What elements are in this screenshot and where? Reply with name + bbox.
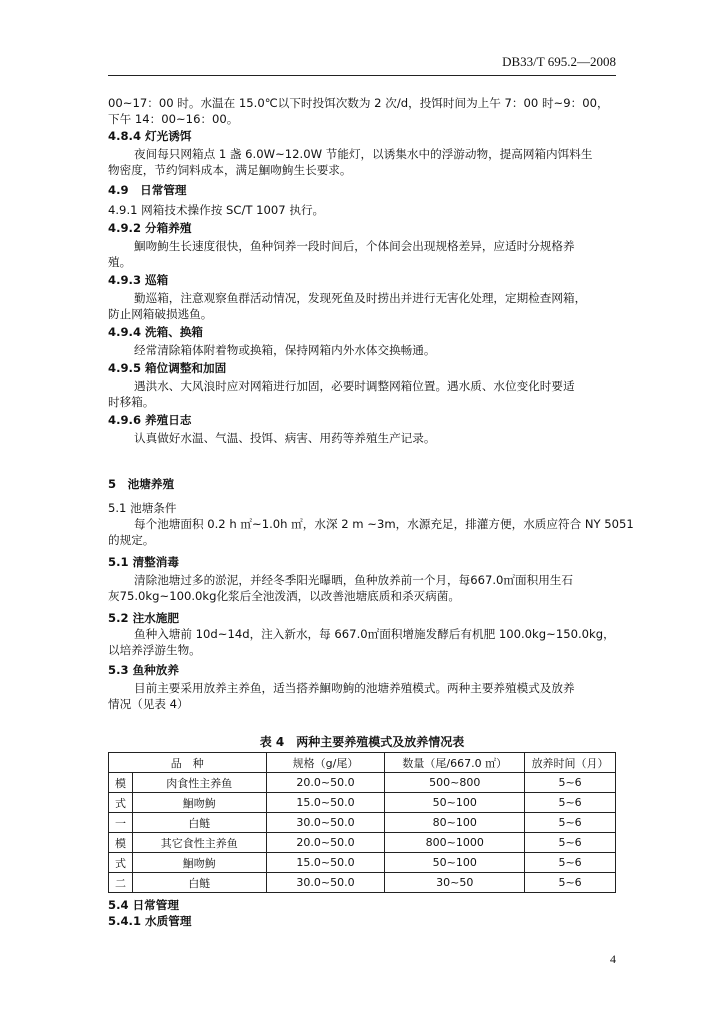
paragraph-line: 灰75.0kg~100.0kg化浆后全池泼洒，以改善池塘底质和杀灭病菌。	[108, 589, 460, 603]
section-heading: 5.1 清整消毒	[108, 555, 179, 569]
section-heading: 4.9.6 养殖日志	[108, 413, 192, 427]
header-rule	[108, 75, 616, 76]
mode-label-cell: 式	[109, 793, 133, 813]
quantity-cell: 500~800	[385, 773, 525, 793]
table-row	[109, 853, 616, 873]
paragraph-line: 目前主要采用放养主养鱼，适当搭养鮰吻鮈的池塘养殖模式。两种主要养殖模式及放养	[134, 681, 575, 695]
col-header-quantity: 数量（尾/667.0 ㎡）	[385, 753, 525, 773]
paragraph-line: 鱼种入塘前 10d~14d，注入新水，每 667.0㎡面积增施发酵后有机肥 100.0kg~150.0kg，	[134, 627, 615, 641]
size-cell: 30.0~50.0	[266, 813, 385, 833]
mode-label-cell: 一	[109, 813, 133, 833]
quantity-cell: 80~100	[385, 813, 525, 833]
paragraph-line: 夜间每只网箱点 1 盏 6.0W~12.0W 节能灯，以诱集水中的浮游动物，提高网箱内饵料生	[134, 147, 593, 161]
standard-code: DB33/T 695.2—2008	[502, 54, 616, 69]
section-heading-5-4-1: 5.4.1 水质管理	[108, 914, 192, 928]
paragraph-line: 经常清除箱体附着物或换箱，保持网箱内外水体交换畅通。	[134, 343, 436, 357]
species-cell: 肉食性主养鱼	[132, 773, 266, 793]
species-cell: 鮰吻鮈	[132, 793, 266, 813]
size-cell: 20.0~50.0	[266, 833, 385, 853]
mode-label-cell: 模	[109, 773, 133, 793]
paragraph-line: 防止网箱破损逃鱼。	[108, 307, 213, 321]
stocking-table	[108, 752, 616, 893]
table-row	[109, 793, 616, 813]
quantity-cell: 50~100	[385, 853, 525, 873]
time-cell: 5~6	[525, 773, 616, 793]
paragraph-line: 每个池塘面积 0.2 h ㎡~1.0h ㎡，水深 2 m ~3m，水源充足，排灌方便，水质应符合 NY 5051	[134, 517, 634, 531]
quantity-cell: 30~50	[385, 873, 525, 893]
section-heading: 5.3 鱼种放养	[108, 663, 179, 677]
quantity-cell: 50~100	[385, 793, 525, 813]
page-number: 4	[610, 952, 616, 966]
paragraph-line: 勤巡箱，注意观察鱼群活动情况，发现死鱼及时捞出并进行无害化处理，定期检查网箱，	[134, 291, 587, 305]
paragraph-line: 以培养浮游生物。	[108, 643, 201, 657]
table-header-row	[109, 753, 616, 773]
table-row	[109, 773, 616, 793]
section-heading: 4.9.3 巡箱	[108, 273, 169, 287]
paragraph-line: 物密度，节约饲料成本，满足鮰吻鮈生长要求。	[108, 163, 352, 177]
section-heading: 4.9.5 箱位调整和加固	[108, 361, 227, 375]
section-heading: 5 池塘养殖	[108, 477, 175, 491]
species-cell: 鮰吻鮈	[132, 853, 266, 873]
paragraph-line: 时移箱。	[108, 395, 155, 409]
paragraph-line: 5.1 池塘条件	[108, 501, 177, 515]
time-cell: 5~6	[525, 853, 616, 873]
table-row	[109, 873, 616, 893]
section-heading: 4.9.2 分箱养殖	[108, 221, 192, 235]
col-header-species: 品 种	[109, 753, 267, 773]
table-row	[109, 813, 616, 833]
col-header-time: 放养时间（月）	[525, 753, 616, 773]
paragraph-line: 的规定。	[108, 533, 155, 547]
paragraph-line: 鮰吻鮈生长速度很快，鱼种饲养一段时间后，个体间会出现规格差异，应适时分规格养	[134, 239, 575, 253]
paragraph-line: 4.9.1 网箱技术操作按 SC/T 1007 执行。	[108, 203, 325, 217]
size-cell: 15.0~50.0	[266, 853, 385, 873]
section-heading: 4.8.4 灯光诱饵	[108, 129, 192, 143]
section-heading: 4.9.4 洗箱、换箱	[108, 325, 204, 339]
section-heading: 5.2 注水施肥	[108, 611, 179, 625]
mode-label-cell: 模	[109, 833, 133, 853]
section-heading: 4.9 日常管理	[108, 183, 187, 197]
col-header-size: 规格（g/尾）	[266, 753, 385, 773]
paragraph-line: 下午 14：00~16：00。	[108, 112, 239, 126]
paragraph-line: 00~17：00 时。水温在 15.0℃以下时投饵次数为 2 次/d，投饵时间为上午 7：00 时~9：00，	[108, 96, 609, 110]
species-cell: 其它食性主养鱼	[132, 833, 266, 853]
paragraph-line: 认真做好水温、气温、投饵、病害、用药等养殖生产记录。	[134, 431, 436, 445]
size-cell: 30.0~50.0	[266, 873, 385, 893]
time-cell: 5~6	[525, 873, 616, 893]
table-caption: 表 4 两种主要养殖模式及放养情况表	[259, 735, 465, 749]
time-cell: 5~6	[525, 833, 616, 853]
time-cell: 5~6	[525, 793, 616, 813]
paragraph-line: 遇洪水、大风浪时应对网箱进行加固，必要时调整网箱位置。遇水质、水位变化时要适	[134, 379, 575, 393]
mode-label-cell: 二	[109, 873, 133, 893]
species-cell: 白鲢	[132, 813, 266, 833]
size-cell: 15.0~50.0	[266, 793, 385, 813]
paragraph-line: 殖。	[108, 255, 132, 269]
species-cell: 白鲢	[132, 873, 266, 893]
table-row	[109, 833, 616, 853]
mode-label-cell: 式	[109, 853, 133, 873]
time-cell: 5~6	[525, 813, 616, 833]
size-cell: 20.0~50.0	[266, 773, 385, 793]
paragraph-line: 情况（见表 4）	[108, 697, 189, 711]
section-heading-5-4: 5.4 日常管理	[108, 898, 179, 912]
paragraph-line: 清除池塘过多的淤泥，并经冬季阳光曝晒，鱼种放养前一个月，每667.0㎡面积用生石	[134, 573, 573, 587]
quantity-cell: 800~1000	[385, 833, 525, 853]
